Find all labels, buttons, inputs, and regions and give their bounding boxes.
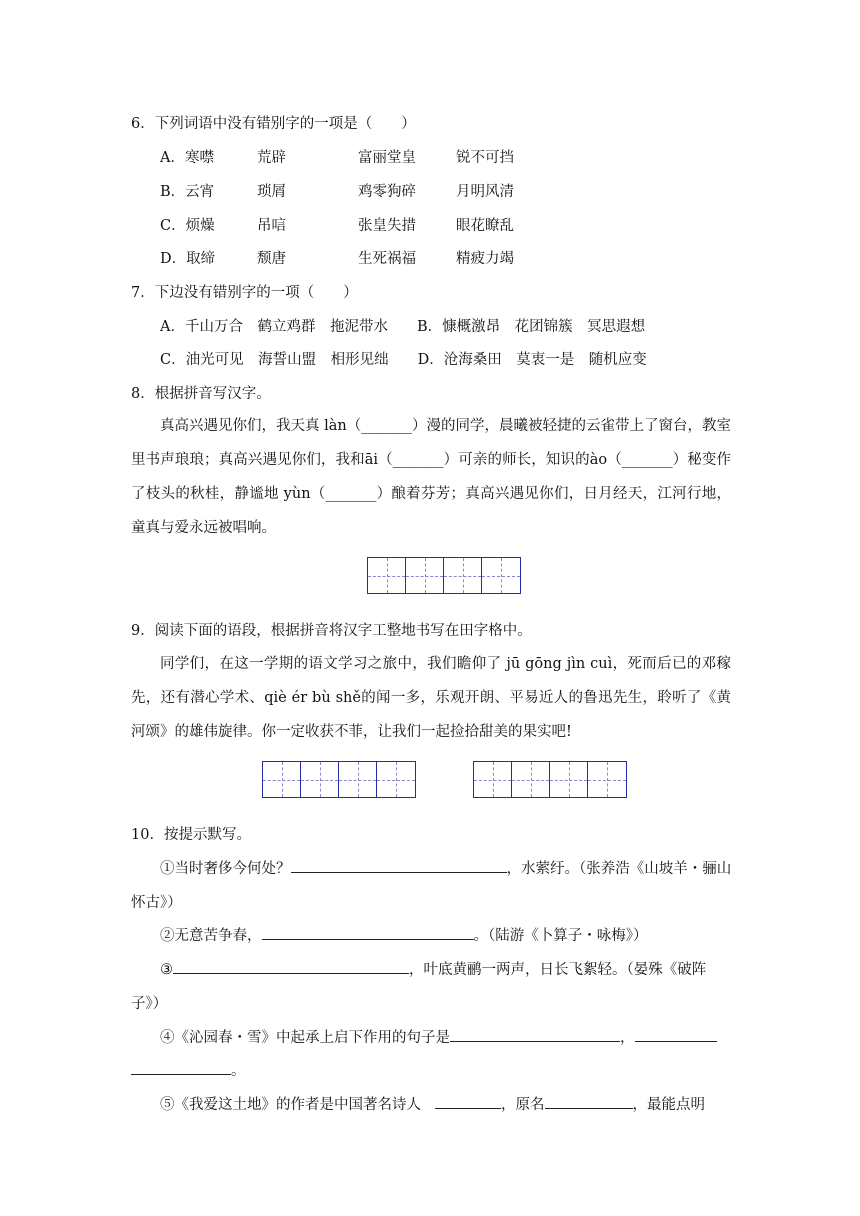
- answer-blank[interactable]: _______: [361, 418, 412, 434]
- text-segment: ）漫的同学，晨曦被轻捷的云雀带上了窗台，教室里书声琅琅；真高兴遇见你们，我和āi（: [131, 418, 732, 468]
- option-word: 精疲力竭: [456, 251, 514, 267]
- text-segment: ，水萦纡。（张养浩《山坡羊・骊山: [506, 861, 732, 877]
- text-segment: ，叶底黄鹂一两声，日长飞絮轻。（晏殊《破阵: [409, 962, 707, 978]
- q6-option-a: [160, 146, 514, 167]
- q10-line-1: [160, 857, 731, 878]
- grid-cell[interactable]: [588, 762, 626, 797]
- q7-stem: 7．下边没有错别字的一项（ ）: [131, 285, 358, 301]
- answer-line[interactable]: [635, 1027, 717, 1042]
- q7-options-row2: C．油光可见 海誓山盟 相形见绌 D．沧海桑田 莫衷一是 随机应变: [160, 352, 647, 368]
- text-segment: ④《沁园春・雪》中起承上启下作用的句子是: [160, 1030, 450, 1046]
- option-word: C．烦燥: [160, 218, 215, 234]
- text-segment: ③: [160, 962, 173, 978]
- option-word: 富丽堂皇: [358, 150, 416, 166]
- option-word: D．取缔: [160, 251, 216, 267]
- answer-line[interactable]: [545, 1094, 633, 1109]
- answer-blank[interactable]: _______: [621, 452, 673, 468]
- text-segment: ，: [620, 1030, 635, 1046]
- q6-option-b: [160, 180, 514, 201]
- q9-paragraph: 同学们，在这一学期的语文学习之旅中，我们瞻仰了 jū gōng jìn cuì，死而后已的邓稼先，还有潜心学术、qiè ér bù shě的闻一多，乐观开朗、平易近人的鲁迅先生，聆听了《黄河颂》的雄伟旋律。你一定收获不菲，让我们一起捡拾甜美的果实吧!: [131, 656, 731, 740]
- q6-option-d: [160, 247, 514, 268]
- option-word: 月明风清: [456, 184, 514, 200]
- grid-cell[interactable]: [368, 558, 406, 593]
- text-segment: ②无意苦争春，: [160, 928, 262, 944]
- q10-stem: 10．按提示默写。: [131, 827, 251, 843]
- option-word: 生死祸福: [358, 251, 416, 267]
- q10-line-3-cont: 子》）: [131, 996, 168, 1012]
- option-word: 荒辟: [257, 150, 286, 166]
- answer-line[interactable]: [291, 858, 507, 873]
- grid-cell[interactable]: [550, 762, 588, 797]
- text-segment: ，最能点明: [632, 1097, 705, 1113]
- q6-stem: 6．下列词语中没有错别字的一项是（ ）: [131, 116, 416, 132]
- grid-cell[interactable]: [482, 558, 520, 593]
- q9-tianzige-grid-left[interactable]: [262, 761, 416, 798]
- grid-cell[interactable]: [263, 762, 301, 797]
- q10-line-2: [160, 924, 648, 945]
- option-word: 鸡零狗碎: [358, 184, 416, 200]
- q8-tianzige-grid[interactable]: [367, 557, 521, 594]
- option-word: B．云宵: [160, 184, 215, 200]
- grid-cell[interactable]: [406, 558, 444, 593]
- answer-line[interactable]: [450, 1027, 620, 1042]
- answer-line[interactable]: [262, 925, 474, 940]
- text-segment: ）秘变作了枝头的秋桂，静谧地 yùn（: [131, 452, 732, 502]
- q10-line-1-cont: 怀古》）: [131, 895, 182, 911]
- q9-stem: 9．阅读下面的语段，根据拼音将汉字工整地书写在田字格中。: [131, 623, 532, 639]
- q7-options-row1: A．千山万合 鹤立鸡群 拖泥带水 B．慷概激昂 花团锦簇 冥思遐想: [160, 319, 646, 335]
- grid-cell[interactable]: [444, 558, 482, 593]
- q9-tianzige-grid-right[interactable]: [473, 761, 627, 798]
- option-word: 张皇失措: [358, 218, 416, 234]
- text-segment: ①当时奢侈今何处？: [160, 861, 291, 877]
- option-word: 锐不可挡: [456, 150, 514, 166]
- text-segment: ）可亲的师长，知识的ào（: [443, 452, 622, 468]
- grid-cell[interactable]: [301, 762, 339, 797]
- option-word: 吊唁: [257, 218, 286, 234]
- text-segment: 。: [231, 1063, 246, 1079]
- grid-cell[interactable]: [377, 762, 415, 797]
- q10-line-4: [160, 1026, 717, 1047]
- q6-option-c: [160, 214, 514, 235]
- option-word: 眼花瞭乱: [456, 218, 514, 234]
- text-segment: ⑤《我爱这土地》的作者是中国著名诗人: [160, 1097, 421, 1113]
- text-segment: 。（陆游《卜算子・咏梅》）: [473, 928, 648, 944]
- q8-paragraph: [131, 409, 731, 545]
- q10-line-5: [160, 1093, 705, 1114]
- answer-blank[interactable]: _______: [325, 486, 377, 502]
- grid-cell[interactable]: [474, 762, 512, 797]
- option-word: 颓唐: [257, 251, 286, 267]
- text-segment: ）酿着芬芳；真高兴遇见你们，日月经天，江河行地，童真与爱永远被唱响。: [131, 486, 732, 536]
- answer-line[interactable]: [435, 1094, 501, 1109]
- q10-line-4-cont: [131, 1059, 246, 1080]
- answer-line[interactable]: [131, 1060, 231, 1075]
- text-segment: ，原名: [501, 1097, 545, 1113]
- q8-stem: 8．根据拼音写汉字。: [131, 386, 271, 402]
- grid-cell[interactable]: [512, 762, 550, 797]
- answer-line[interactable]: [173, 959, 409, 974]
- option-word: 琐屑: [257, 184, 286, 200]
- answer-blank[interactable]: _______: [392, 452, 444, 468]
- grid-cell[interactable]: [339, 762, 377, 797]
- q10-line-3: [160, 958, 706, 979]
- option-word: A．寒噤: [160, 150, 214, 166]
- text-segment: 真高兴遇见你们，我天真 làn（: [160, 418, 362, 434]
